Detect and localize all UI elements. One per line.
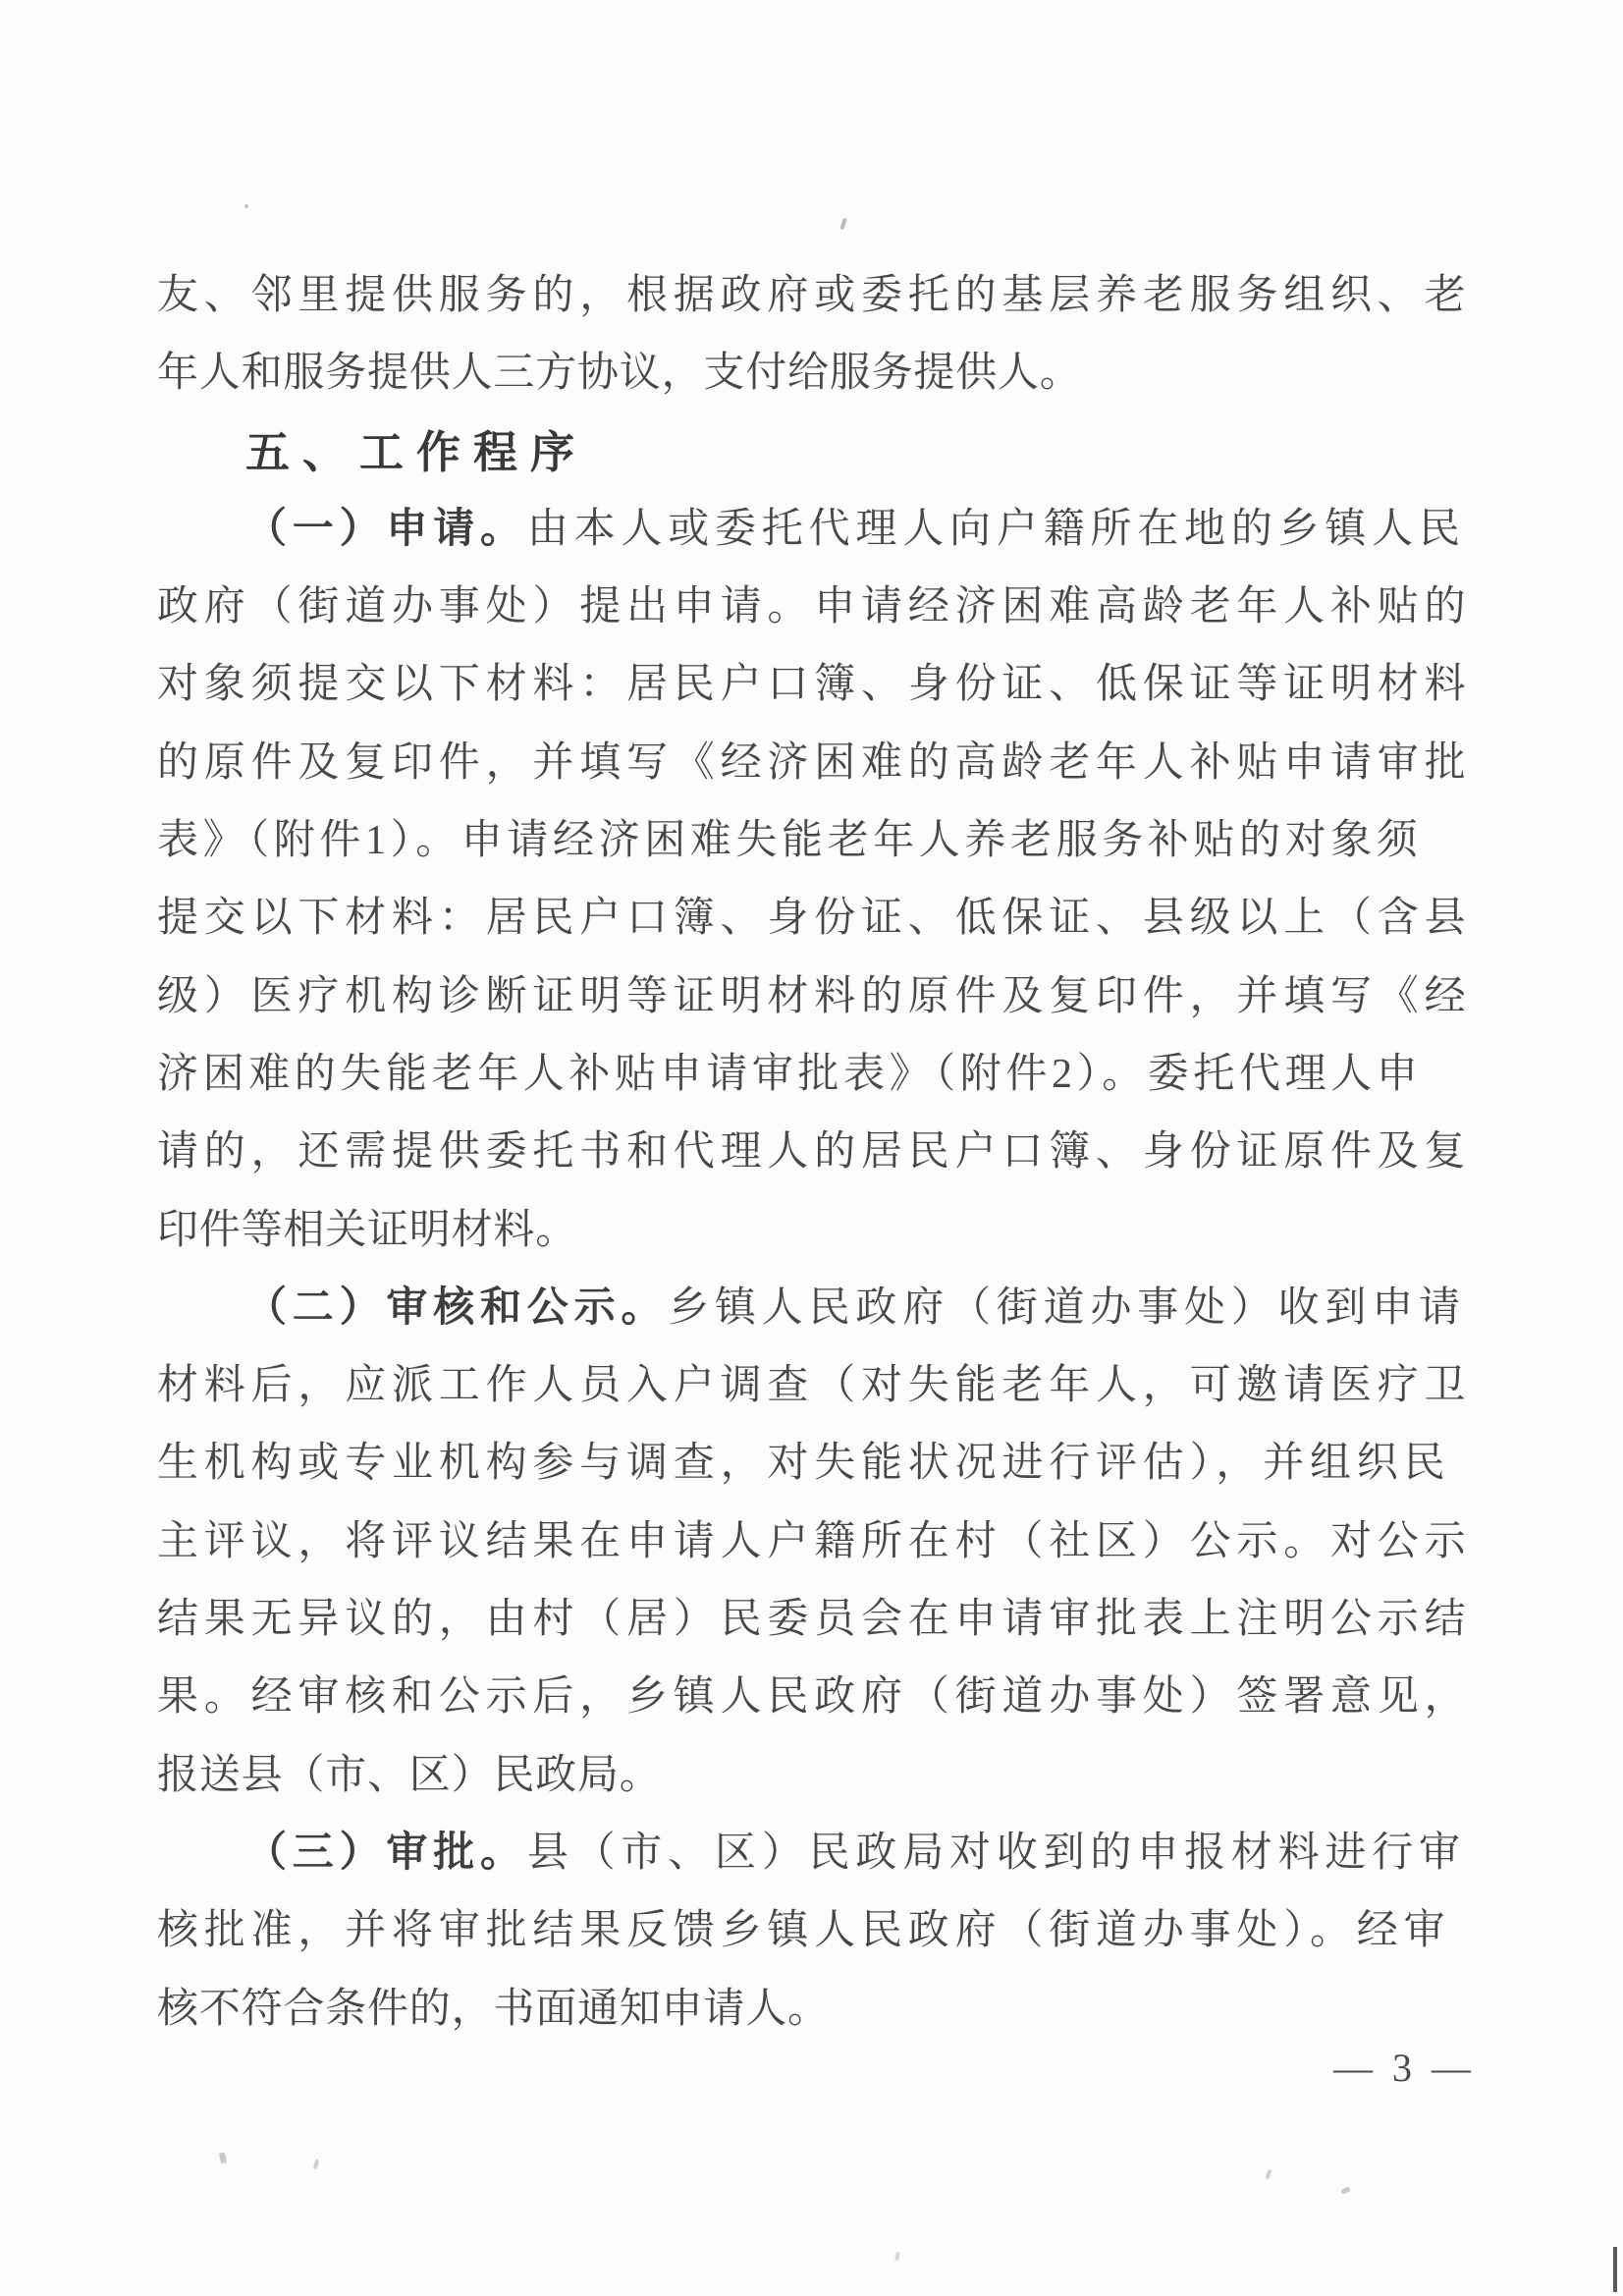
subsection-label: （一）申请。	[245, 506, 527, 552]
page-number: — 3 —	[1333, 2046, 1476, 2090]
scan-artifact	[1265, 2169, 1271, 2180]
scan-artifact	[313, 2159, 319, 2170]
body-line: 年人和服务提供人三方协议，支付给服务提供人。	[157, 351, 1082, 397]
scan-artifact	[1340, 2186, 1350, 2194]
scan-artifact	[894, 2252, 900, 2262]
body-line: 济困难的失能老年人补贴申请审批表》（附件2）。委托代理人申	[157, 1051, 1423, 1097]
body-line: 的原件及复印件，并填写《经济困难的高龄老年人补贴申请审批	[157, 739, 1472, 786]
body-line: 对象须提交以下材料：居民户口簿、身份证、低保证等证明材料	[157, 662, 1472, 708]
body-line: 级）医疗机构诊断证明等证明材料的原件及复印件，并填写《经	[157, 973, 1472, 1019]
body-line: 请的，还需提供委托书和代理人的居民户口簿、身份证原件及复	[157, 1129, 1472, 1175]
subsection-label: （三）审批。	[245, 1830, 527, 1876]
body-line: 果。经审核和公示后，乡镇人民政府（街道办事处）签署意见，	[157, 1674, 1472, 1721]
scan-edge-artifact	[1613, 2247, 1617, 2292]
body-line: 表》（附件1）。申请经济困难失能老年人养老服务补贴的对象须	[157, 818, 1423, 864]
scan-artifact	[839, 218, 847, 231]
body-line: 报送县（市、区）民政局。	[157, 1752, 662, 1798]
body-text: 由本人或委托代理人向户籍所在地的乡镇人民	[526, 506, 1466, 552]
section-heading	[157, 413, 1473, 491]
body-line: 生机构或专业机构参与调查，对失能状况进行评估），并组织民	[157, 1441, 1451, 1487]
scan-artifact	[244, 204, 248, 208]
body-line: 核批准，并将审批结果反馈乡镇人民政府（街道办事处）。经审	[157, 1908, 1451, 1954]
body-line: 结果无异议的，由村（居）民委员会在申请审批表上注明公示结	[157, 1597, 1472, 1643]
body-line: 印件等相关证明材料。	[157, 1207, 578, 1253]
body-line: 友、邻里提供服务的，根据政府或委托的基层养老服务组织、老	[157, 273, 1472, 318]
subsection-label: （二）审核和公示。	[245, 1285, 669, 1331]
body-line: 主评议，将评议结果在申请人户籍所在村（社区）公示。对公示	[157, 1518, 1472, 1564]
paragraph-start-line	[157, 1815, 1473, 1892]
body-line: 政府（街道办事处）提出申请。申请经济困难高龄老年人补贴的	[157, 584, 1472, 630]
paragraph-start-line	[157, 491, 1473, 569]
body-line: 材料后，应派工作人员入户调查（对失能老年人，可邀请医疗卫	[157, 1363, 1472, 1409]
paragraph-start-line	[157, 1270, 1473, 1347]
section-heading-text: 五、工作程序	[245, 426, 588, 477]
body-text: 县（市、区）民政局对收到的申报材料进行审	[526, 1830, 1466, 1876]
body-line: 提交以下材料：居民户口簿、身份证、低保证、县级以上（含县	[157, 896, 1472, 942]
body-text: 乡镇人民政府（街道办事处）收到申请	[668, 1285, 1466, 1331]
document-body	[157, 257, 1473, 2049]
body-line: 核不符合条件的，书面通知申请人。	[157, 1986, 830, 2032]
scan-artifact	[219, 2152, 227, 2163]
